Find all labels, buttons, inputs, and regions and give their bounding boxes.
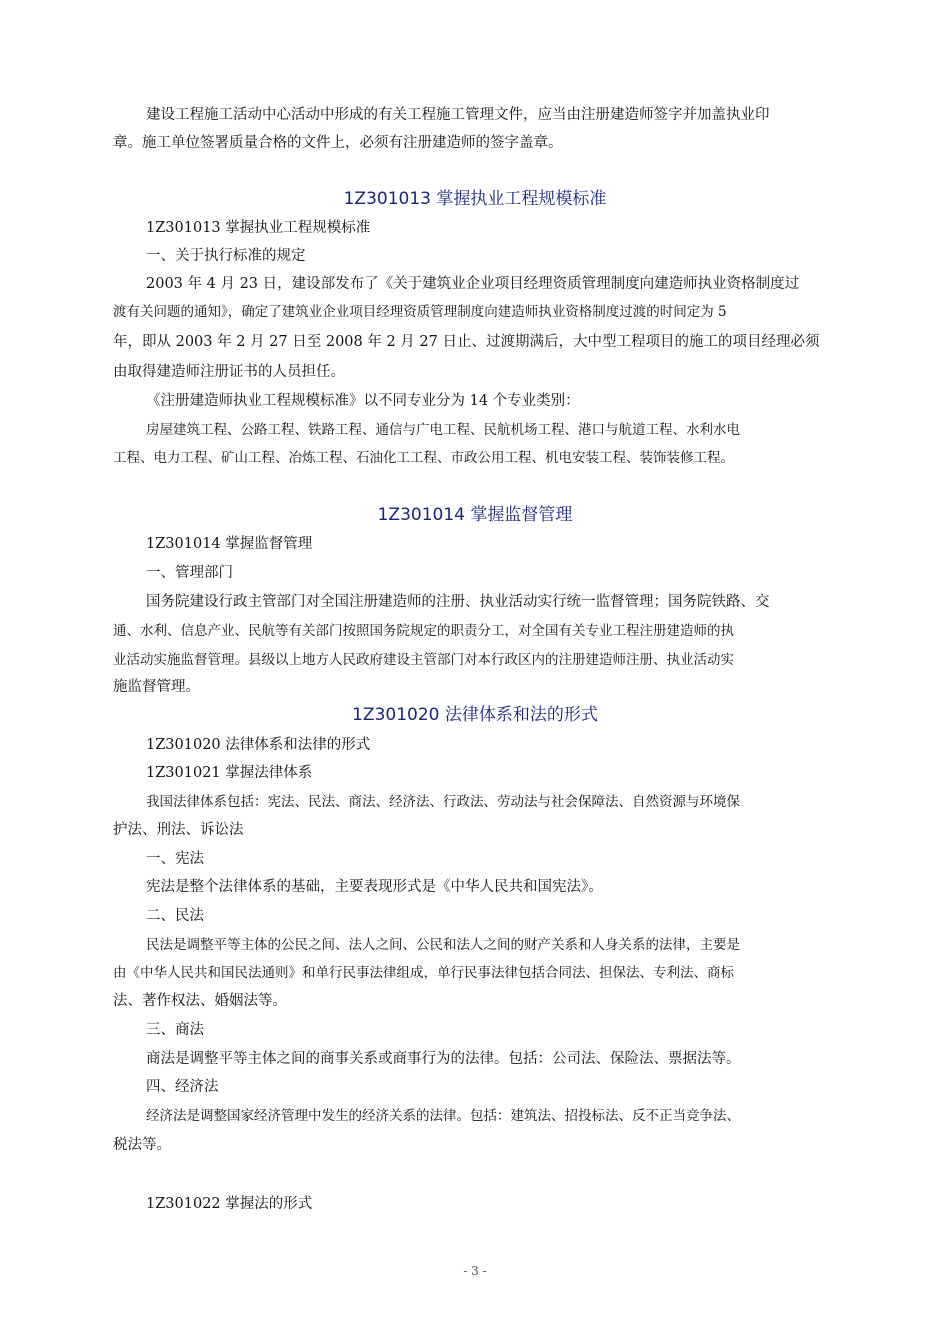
section-heading-1z301020: 1Z301020 法律体系和法的形式 bbox=[352, 705, 598, 725]
paragraph-line: 2003 年 4 月 23 日，建设部发布了《关于建筑业企业项目经理资质管理制度向建造师执业资格制度过 bbox=[146, 276, 800, 292]
paragraph-line: 施监督管理。 bbox=[113, 679, 200, 695]
paragraph-line: 通、水利、信息产业、民航等有关部门按照国务院规定的职责分工，对全国有关专业工程注册建造师的执 bbox=[113, 623, 734, 639]
paragraph-line: 民法是调整平等主体的公民之间、法人之间、公民和法人之间的财产关系和人身关系的法律，主要是 bbox=[146, 937, 740, 953]
paragraph-line: 业活动实施监督管理。县级以上地方人民政府建设主管部门对本行政区内的注册建造师注册、执业活动实 bbox=[113, 652, 734, 668]
section-code: 1Z301014 掌握监督管理 bbox=[146, 536, 313, 552]
paragraph-line: 由《中华人民共和国民法通则》和单行民事法律组成，单行民事法律包括合同法、担保法、专利法、商标 bbox=[113, 965, 734, 981]
section-heading-1z301013: 1Z301013 掌握执业工程规模标准 bbox=[343, 189, 607, 209]
paragraph-line: 商法是调整平等主体之间的商事关系或商事行为的法律。包括：公司法、保险法、票据法等。 bbox=[146, 1051, 741, 1067]
section-code: 1Z301013 掌握执业工程规模标准 bbox=[146, 220, 371, 236]
subheading: 四、经济法 bbox=[146, 1079, 219, 1095]
subheading: 一、关于执行标准的规定 bbox=[146, 248, 306, 264]
section-code: 1Z301020 法律体系和法律的形式 bbox=[146, 737, 371, 753]
paragraph-line: 宪法是整个法律体系的基础，主要表现形式是《中华人民共和国宪法》。 bbox=[146, 879, 603, 895]
paragraph-line: 工程、电力工程、矿山工程、冶炼工程、石油化工工程、市政公用工程、机电安装工程、装饰装修工程。 bbox=[113, 450, 734, 466]
paragraph-line: 国务院建设行政主管部门对全国注册建造师的注册、执业活动实行统一监督管理；国务院铁路、交 bbox=[146, 594, 770, 610]
paragraph-line: 渡有关问题的通知》，确定了建筑业企业项目经理资质管理制度向建造师执业资格制度过渡的时间定为 5 bbox=[113, 304, 727, 320]
paragraph-line: 年，即从 2003 年 2 月 27 日至 2008 年 2 月 27 日止、过渡期满后，大中型工程项目的施工的项目经理必须 bbox=[113, 334, 820, 350]
paragraph-line: 由取得建造师注册证书的人员担任。 bbox=[113, 364, 345, 380]
section-code: 1Z301022 掌握法的形式 bbox=[146, 1196, 313, 1212]
paragraph-line: 我国法律体系包括：宪法、民法、商法、经济法、行政法、劳动法与社会保障法、自然资源与环境保 bbox=[146, 794, 740, 810]
subheading: 三、商法 bbox=[146, 1022, 204, 1038]
intro-line-2: 章。施工单位签署质量合格的文件上，必须有注册建造师的签字盖章。 bbox=[113, 135, 563, 151]
subheading: 二、民法 bbox=[146, 908, 204, 924]
paragraph-line: 房屋建筑工程、公路工程、铁路工程、通信与广电工程、民航机场工程、港口与航道工程、水利水电 bbox=[146, 422, 740, 438]
section-heading-1z301014: 1Z301014 掌握监督管理 bbox=[377, 505, 573, 525]
subheading: 一、管理部门 bbox=[146, 565, 233, 581]
subheading: 一、宪法 bbox=[146, 851, 204, 867]
intro-line-1: 建设工程施工活动中心活动中形成的有关工程施工管理文件，应当由注册建造师签字并加盖执业印 bbox=[146, 107, 770, 123]
paragraph-line: 《注册建造师执业工程规模标准》以不同专业分为 14 个专业类别： bbox=[146, 393, 580, 409]
section-code: 1Z301021 掌握法律体系 bbox=[146, 765, 313, 781]
paragraph-line: 护法、刑法、诉讼法 bbox=[113, 822, 244, 838]
paragraph-line: 税法等。 bbox=[113, 1137, 171, 1153]
paragraph-line: 经济法是调整国家经济管理中发生的经济关系的法律。包括：建筑法、招投标法、反不正当竞争法、 bbox=[146, 1108, 740, 1124]
page-number: - 3 - bbox=[463, 1264, 487, 1278]
paragraph-line: 法、著作权法、婚姻法等。 bbox=[113, 993, 287, 1009]
